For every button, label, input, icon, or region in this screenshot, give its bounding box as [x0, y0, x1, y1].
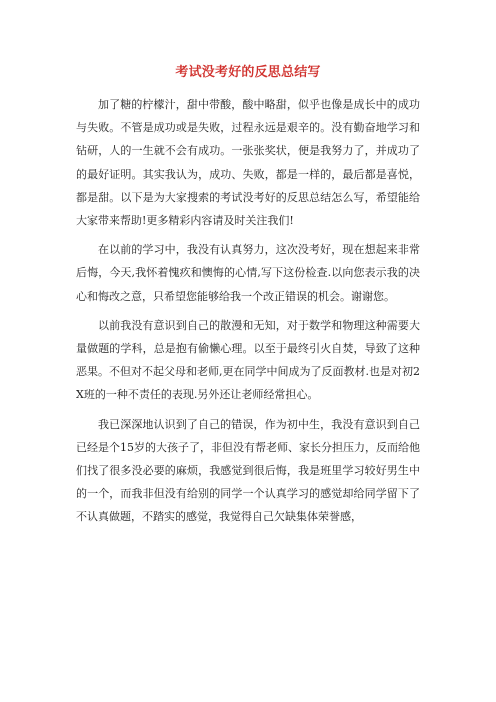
- paragraph-2: 在以前的学习中，我没有认真努力，这次没考好，现在想起来非常后悔，今天,我怀着愧疚和懊悔的心情,写下这份检查.以向您表示我的决心和悔改之意，只希望您能够给我一个改正错误的机会。谢谢您。: [76, 243, 420, 303]
- document-body: [76, 93, 420, 535]
- paragraph-1: 加了糖的柠檬汁，甜中带酸，酸中略甜，似乎也像是成长中的成功与失败。不管是成功或是失败，过程永远是艰辛的。没有勤奋地学习和钻研，人的一生就不会有成功。一张张奖状，便是我努力了，并成功了的最好证明。其实我认为，成功、失败，都是一样的，最后都是喜悦，都是甜。以下是为大家搜索的考试没考好的反思总结怎么写，希望能给大家带来帮助!更多精彩内容请及时关注我们!: [76, 98, 420, 228]
- paragraph-3: 以前我没有意识到自己的散漫和无知，对于数学和物理这种需要大量做题的学科，总是抱有偷懒心理。以至于最终引火自焚，导致了这种恶果。不但对不起父母和老师,更在同学中间成为了反面教材.也是对初2X班的一种不责任的表现.另外还让老师经常担心。: [76, 318, 420, 402]
- paragraph-4: 我已深深地认识到了自己的错误，作为初中生，我没有意识到自己已经是个15岁的大孩子了，非但没有帮老师、家长分担压力，反而给他们找了很多没必要的麻烦，我感觉到很后悔，我是班里学习较好男生中的一个，而我非但没有给别的同学一个认真学习的感觉却给同学留下了不认真做题，不踏实的感觉，我觉得自己欠缺集体荣誉感，: [76, 417, 420, 524]
- document-title: 考试没考好的反思总结写: [175, 65, 321, 80]
